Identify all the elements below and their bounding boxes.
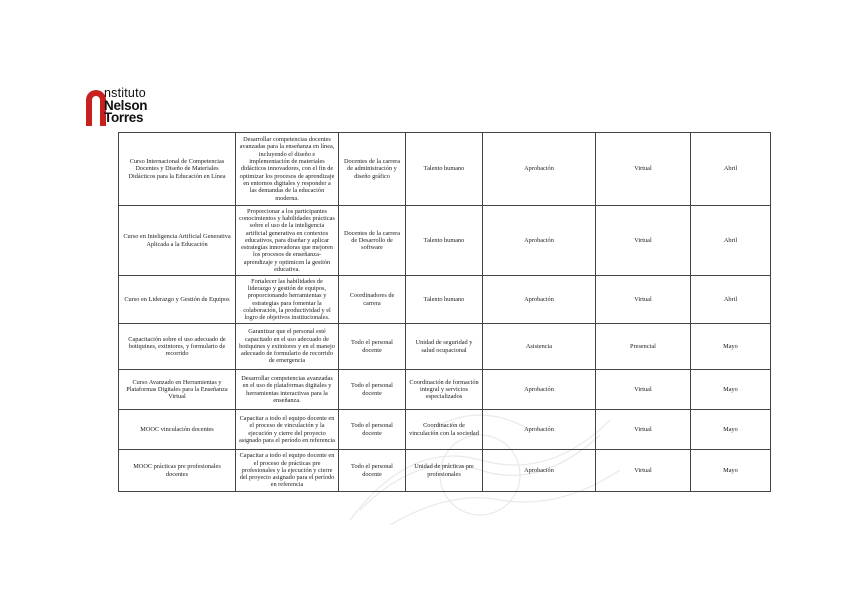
table-row: [119, 206, 771, 276]
course-cell: Curso en Liderazgo y Gestión de Equipos: [119, 276, 236, 324]
modality-cell: Virtual: [596, 450, 691, 492]
month-cell: Abril: [691, 276, 771, 324]
training-plan-table: [118, 132, 771, 492]
logo-line-nelson: Nelson: [104, 97, 148, 113]
course-cell: Curso en Inteligencia Artificial Generativa Aplicada a la Educación: [119, 206, 236, 276]
month-cell: Mayo: [691, 410, 771, 450]
objective-cell: Garantizar que el personal esté capacitado en el uso adecuado de botiquines y extintores y en el manejo adecuado de formulario de recorrido de emergencia: [236, 324, 339, 370]
audience-cell: Todo el personal docente: [339, 410, 406, 450]
month-cell: Mayo: [691, 370, 771, 410]
certification-cell: Aprobación: [483, 276, 596, 324]
responsible-cell: Unidad de prácticas pre profesionales: [406, 450, 483, 492]
course-cell: MOOC prácticas pre profesionales docentes: [119, 450, 236, 492]
month-cell: Abril: [691, 206, 771, 276]
month-cell: Mayo: [691, 450, 771, 492]
objective-cell: Capacitar a todo el equipo docente en el proceso de prácticas pre profesionales y la ejecución y cierre del proyecto asignado para el período en referencia: [236, 450, 339, 492]
certification-cell: Aprobación: [483, 133, 596, 206]
objective-cell: Fortalecer las habilidades de liderazgo y gestión de equipos, proporcionando herramientas y estrategias para fomentar la colaboración, la productividad y el logro de objetivos institucionales.: [236, 276, 339, 324]
objective-cell: Proporcionar a los participantes conocimientos y habilidades prácticas sobre el uso de la inteligencia artificial generativa en contextos educativos, para diseñar y aplicar estrategias innovadoras que mejoren los procesos de enseñanza-aprendizaje y optimicen la gestión educativa.: [236, 206, 339, 276]
modality-cell: Virtual: [596, 370, 691, 410]
certification-cell: Aprobación: [483, 370, 596, 410]
course-cell: Curso Avanzado en Herramientas y Plataformas Digitales para la Enseñanza Virtual: [119, 370, 236, 410]
month-cell: Abril: [691, 133, 771, 206]
modality-cell: Virtual: [596, 410, 691, 450]
objective-cell: Desarrollar competencias avanzadas en el uso de plataformas digitales y herramientas interactivas para la enseñanza.: [236, 370, 339, 410]
audience-cell: Docentes de la carrera de Desarrollo de software: [339, 206, 406, 276]
responsible-cell: Talento humano: [406, 133, 483, 206]
responsible-cell: Talento humano: [406, 206, 483, 276]
audience-cell: Todo el personal docente: [339, 324, 406, 370]
audience-cell: Docentes de la carrera de administración y diseño gráfico: [339, 133, 406, 206]
month-cell: Mayo: [691, 324, 771, 370]
audience-cell: Todo el personal docente: [339, 450, 406, 492]
responsible-cell: Coordinación de formación integral y servicios especializados: [406, 370, 483, 410]
objective-cell: Desarrollar competencias docentes avanzadas para la enseñanza en línea, incluyendo el diseño e implementación de materiales didácticos innovadores, con el fin de optimizar los procesos de aprendizaje en entornos digitales y responder a las demandas de la educación moderna.: [236, 133, 339, 206]
objective-cell: Capacitar a todo el equipo docente en el proceso de vinculación y la ejecución y cierre del proyecto asignado para el período en referencia: [236, 410, 339, 450]
table-row: [119, 324, 771, 370]
certification-cell: Aprobación: [483, 410, 596, 450]
audience-cell: Todo el personal docente: [339, 370, 406, 410]
table-row: [119, 370, 771, 410]
responsible-cell: Unidad de seguridad y salud ocupacional: [406, 324, 483, 370]
table-row: [119, 276, 771, 324]
modality-cell: Virtual: [596, 276, 691, 324]
modality-cell: Virtual: [596, 133, 691, 206]
modality-cell: Virtual: [596, 206, 691, 276]
logo-line-instituto: nstituto: [104, 86, 146, 100]
course-cell: MOOC vinculación docentes: [119, 410, 236, 450]
certification-cell: Aprobación: [483, 450, 596, 492]
course-cell: Curso Internacional de Competencias Docentes y Diseño de Materiales Didácticos para la Educación en Línea: [119, 133, 236, 206]
audience-cell: Coordinadores de carrera: [339, 276, 406, 324]
certification-cell: Aprobación: [483, 206, 596, 276]
responsible-cell: Talento humano: [406, 276, 483, 324]
responsible-cell: Coordinación de vinculación con la sociedad: [406, 410, 483, 450]
table-row: [119, 450, 771, 492]
logo-line-torres: Torres: [104, 110, 144, 125]
table-row: [119, 410, 771, 450]
table-row: [119, 133, 771, 206]
logo-wordmark: [104, 87, 147, 125]
modality-cell: Presencial: [596, 324, 691, 370]
course-cell: Capacitación sobre el uso adecuado de botiquines, extintores, y formulario de recorrido: [119, 324, 236, 370]
certification-cell: Asistencia: [483, 324, 596, 370]
